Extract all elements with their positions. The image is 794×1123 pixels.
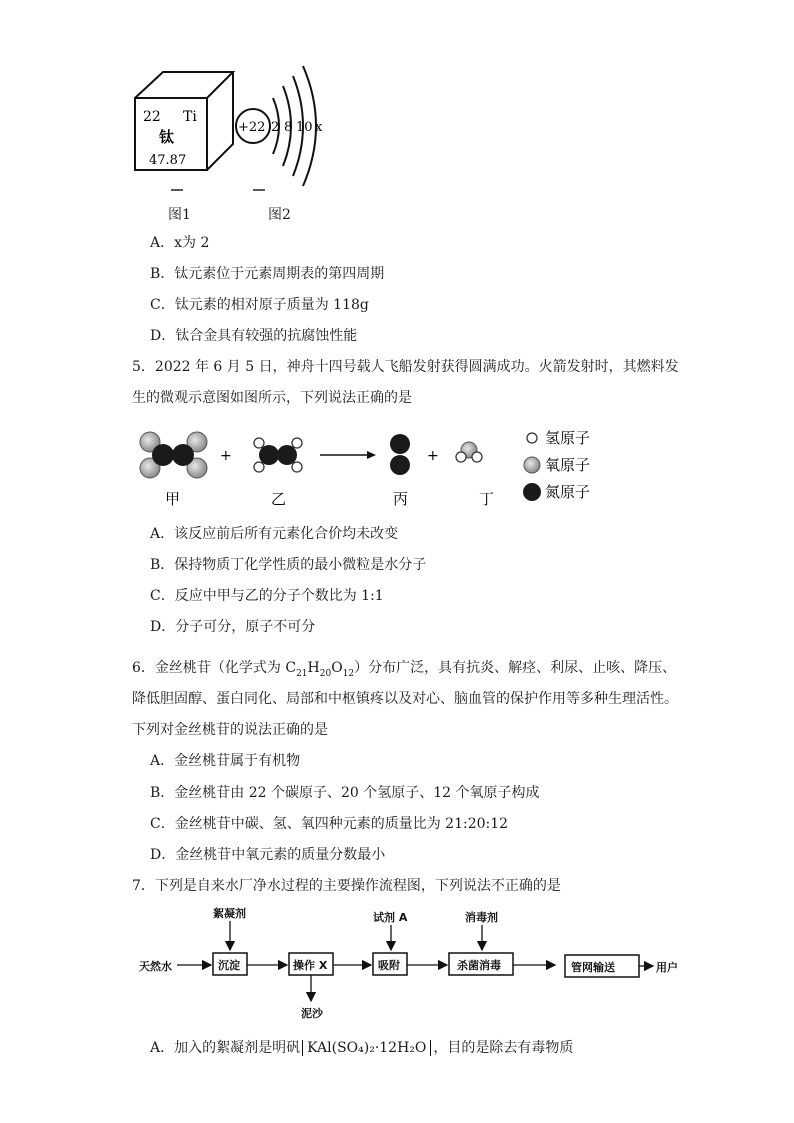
atomic-number: 22 <box>143 109 161 125</box>
q6-stem-line3: 下列对金丝桃苷的说法正确的是 <box>132 722 328 738</box>
q6-option-b[interactable]: B．金丝桃苷由 22 个碳原子、20 个氢原子、12 个氧原子构成 <box>150 785 540 801</box>
svg-text:管网输送: 管网输送 <box>571 961 615 974</box>
svg-text:+: + <box>220 448 232 464</box>
shell-2: 8 <box>284 120 293 135</box>
svg-text:+: + <box>427 448 439 464</box>
label-bing: 丙 <box>393 490 409 508</box>
flow-source: 天然水 <box>139 960 172 973</box>
flow-input-reagent-a: 试剂 A <box>373 911 408 924</box>
shell-4: x <box>315 120 323 135</box>
label-ding: 丁 <box>479 490 495 508</box>
atomic-mass: 47.87 <box>149 153 187 168</box>
svg-text:吸附: 吸附 <box>378 959 400 972</box>
q4-option-c[interactable]: C．钛元素的相对原子质量为 118g <box>150 297 369 313</box>
reaction-diagram <box>135 422 615 508</box>
element-figures <box>125 58 345 203</box>
flow-end-user: 用户 <box>656 961 678 974</box>
q6-option-d[interactable]: D．金丝桃苷中氧元素的质量分数最小 <box>150 847 386 863</box>
q6-option-c[interactable]: C．金丝桃苷中碳、氢、氧四种元素的质量比为 21:20:12 <box>150 816 509 832</box>
label-yi: 乙 <box>271 490 287 508</box>
shell-1: 2 <box>271 120 280 135</box>
q5-option-d[interactable]: D．分子可分，原子不可分 <box>150 619 316 635</box>
q6-stem-line2: 降低胆固醇、蛋白同化、局部和中枢镇疼以及对心、脑血管的保护作用等多种生理活性。 <box>132 691 678 707</box>
element-name: 钛 <box>159 128 175 146</box>
molecule-yi <box>254 438 302 472</box>
q6-stem-line1: 6．金丝桃苷（化学式为 $C_{21}H_{20}O_{12}$）分布广泛，具有抗炎、解痉、利尿、止咳、降压、 <box>132 660 677 679</box>
q5-stem-line1: 5．2022 年 6 月 5 日，神舟十四号载人飞船发射获得圆满成功。火箭发射时，其燃料发 <box>132 359 679 375</box>
q4-option-b[interactable]: B．钛元素位于元素周期表的第四周期 <box>150 266 385 282</box>
q7-option-a[interactable]: A．加入的絮凝剂是明矾 KAl(SO₄)₂·12H₂O ，目的是除去有毒物质 <box>150 1040 574 1056</box>
molecule-ding <box>456 442 482 462</box>
q6-option-a[interactable]: A．金丝桃苷属于有机物 <box>150 753 301 769</box>
nucleus-charge: +22 <box>238 120 266 135</box>
shell-3: 10 <box>296 120 313 135</box>
element-symbol: Ti <box>183 109 197 125</box>
q5-option-c[interactable]: C．反应中甲与乙的分子个数比为 1:1 <box>150 588 384 604</box>
flow-input-disinfectant: 消毒剂 <box>465 911 498 924</box>
legend-oxygen: 氧原子 <box>545 456 591 474</box>
atom-legend <box>523 429 590 501</box>
svg-text:沉淀: 沉淀 <box>218 959 240 972</box>
q7-stem: 7．下列是自来水厂净水过程的主要操作流程图，下列说法不正确的是 <box>132 878 561 894</box>
label-jia: 甲 <box>165 490 181 508</box>
q5-option-b[interactable]: B．保持物质丁化学性质的最小微粒是水分子 <box>150 557 427 573</box>
alum-formula: KAl(SO₄)₂·12H₂O <box>302 1040 431 1056</box>
q5-stem-line2: 生的微观示意图如图所示，下列说法正确的是 <box>132 390 412 406</box>
legend-hydrogen: 氢原子 <box>545 429 591 447</box>
legend-nitrogen: 氮原子 <box>545 483 591 501</box>
figure1-caption: 图1 <box>168 207 191 223</box>
q4-option-d[interactable]: D．钛合金具有较强的抗腐蚀性能 <box>150 328 358 344</box>
q5-option-a[interactable]: A．该反应前后所有元素化合价均未改变 <box>150 526 399 542</box>
figure2-caption: 图2 <box>268 207 291 223</box>
q4-option-a[interactable]: A．x为 2 <box>150 235 210 251</box>
molecule-jia <box>140 432 207 478</box>
reaction-arrow <box>320 451 376 459</box>
flow-input-flocculant: 絮凝剂 <box>213 907 246 920</box>
water-treatment-flowchart <box>135 905 695 1023</box>
flow-output-sand: 泥沙 <box>301 1007 323 1020</box>
svg-text:杀菌消毒: 杀菌消毒 <box>457 959 501 972</box>
svg-text:操作 X: 操作 X <box>293 959 328 972</box>
molecule-bing <box>390 434 410 475</box>
